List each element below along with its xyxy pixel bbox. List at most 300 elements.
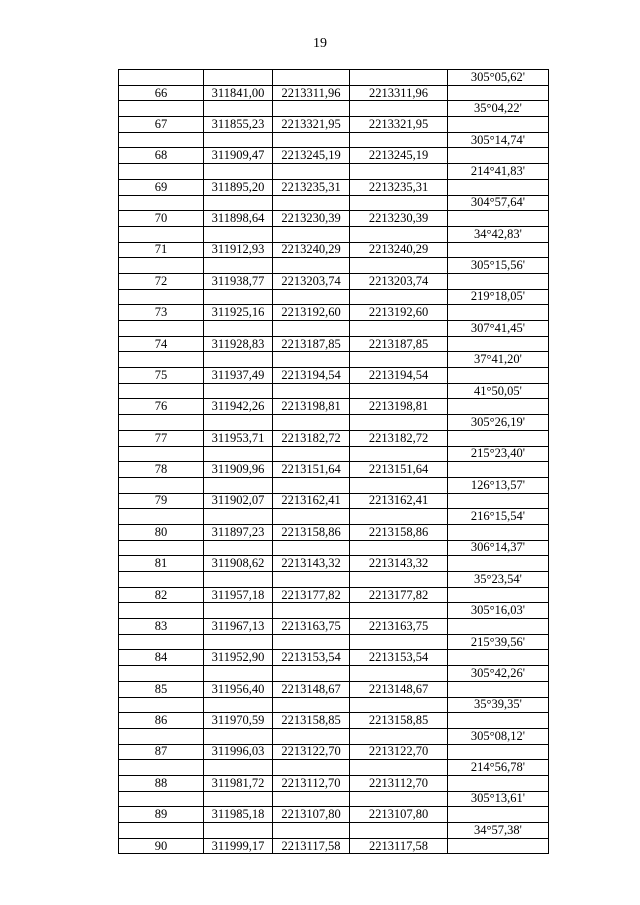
point-row (119, 179, 549, 195)
direction-angle-cell: 305°05,62' (448, 70, 549, 86)
y-duplicate-empty-cell (350, 132, 448, 148)
x-coordinate-cell: 311909,96 (204, 462, 273, 478)
point-row (119, 681, 549, 697)
point-number-cell: 75 (119, 368, 204, 384)
number-empty-cell (119, 666, 204, 682)
direction-angle-cell: 215°23,40' (448, 446, 549, 462)
direction-angle-cell: 305°13,61' (448, 791, 549, 807)
x-coordinate-cell: 311937,49 (204, 368, 273, 384)
x-empty-cell (204, 70, 273, 86)
y-duplicate-empty-cell (350, 415, 448, 431)
x-coordinate-cell: 311925,16 (204, 305, 273, 321)
angle-row (119, 258, 549, 274)
angle-row (119, 70, 549, 86)
y-duplicate-empty-cell (350, 666, 448, 682)
y-coordinate-cell: 2213187,85 (273, 336, 350, 352)
direction-angle-cell: 306°14,37' (448, 540, 549, 556)
angle-row (119, 791, 549, 807)
y-empty-cell (273, 101, 350, 117)
x-empty-cell (204, 760, 273, 776)
direction-angle-cell: 305°08,12' (448, 728, 549, 744)
x-coordinate-cell: 311956,40 (204, 681, 273, 697)
direction-angle-cell: 219°18,05' (448, 289, 549, 305)
y-coordinate-duplicate-cell: 2213192,60 (350, 305, 448, 321)
point-row (119, 587, 549, 603)
table-body (119, 70, 549, 854)
x-coordinate-cell: 311841,00 (204, 85, 273, 101)
angle-empty-cell (448, 117, 549, 133)
point-row (119, 148, 549, 164)
x-coordinate-cell: 311897,23 (204, 524, 273, 540)
number-empty-cell (119, 634, 204, 650)
x-empty-cell (204, 383, 273, 399)
angle-empty-cell (448, 619, 549, 635)
angle-empty-cell (448, 775, 549, 791)
y-coordinate-cell: 2213194,54 (273, 368, 350, 384)
y-duplicate-empty-cell (350, 477, 448, 493)
y-empty-cell (273, 540, 350, 556)
direction-angle-cell: 215°39,56' (448, 634, 549, 650)
angle-row (119, 352, 549, 368)
point-row (119, 650, 549, 666)
y-empty-cell (273, 666, 350, 682)
y-coordinate-duplicate-cell: 2213112,70 (350, 775, 448, 791)
point-number-cell: 76 (119, 399, 204, 415)
angle-empty-cell (448, 399, 549, 415)
point-number-cell: 72 (119, 273, 204, 289)
angle-row (119, 509, 549, 525)
number-empty-cell (119, 509, 204, 525)
point-number-cell: 85 (119, 681, 204, 697)
y-coordinate-duplicate-cell: 2213122,70 (350, 744, 448, 760)
y-coordinate-cell: 2213158,86 (273, 524, 350, 540)
point-number-cell: 78 (119, 462, 204, 478)
number-empty-cell (119, 415, 204, 431)
angle-empty-cell (448, 368, 549, 384)
x-coordinate-cell: 311967,13 (204, 619, 273, 635)
point-number-cell: 68 (119, 148, 204, 164)
angle-row (119, 101, 549, 117)
point-row (119, 493, 549, 509)
x-coordinate-cell: 311981,72 (204, 775, 273, 791)
point-row (119, 713, 549, 729)
y-empty-cell (273, 603, 350, 619)
x-empty-cell (204, 415, 273, 431)
point-number-cell: 86 (119, 713, 204, 729)
y-duplicate-empty-cell (350, 697, 448, 713)
y-duplicate-empty-cell (350, 383, 448, 399)
y-coordinate-cell: 2213321,95 (273, 117, 350, 133)
x-empty-cell (204, 164, 273, 180)
angle-empty-cell (448, 211, 549, 227)
direction-angle-cell: 305°15,56' (448, 258, 549, 274)
angle-empty-cell (448, 713, 549, 729)
y-empty-cell (273, 226, 350, 242)
point-row (119, 117, 549, 133)
point-number-cell: 82 (119, 587, 204, 603)
y-duplicate-empty-cell (350, 352, 448, 368)
y-coordinate-duplicate-cell: 2213148,67 (350, 681, 448, 697)
x-empty-cell (204, 101, 273, 117)
x-empty-cell (204, 258, 273, 274)
number-empty-cell (119, 540, 204, 556)
angle-empty-cell (448, 556, 549, 572)
number-empty-cell (119, 352, 204, 368)
point-number-cell: 67 (119, 117, 204, 133)
y-duplicate-empty-cell (350, 321, 448, 337)
y-coordinate-cell: 2213203,74 (273, 273, 350, 289)
angle-empty-cell (448, 85, 549, 101)
y-duplicate-empty-cell (350, 572, 448, 588)
direction-angle-cell: 37°41,20' (448, 352, 549, 368)
y-coordinate-cell: 2213148,67 (273, 681, 350, 697)
direction-angle-cell: 214°41,83' (448, 164, 549, 180)
point-number-cell: 79 (119, 493, 204, 509)
number-empty-cell (119, 226, 204, 242)
y-coordinate-cell: 2213153,54 (273, 650, 350, 666)
y-duplicate-empty-cell (350, 70, 448, 86)
x-empty-cell (204, 823, 273, 839)
number-empty-cell (119, 101, 204, 117)
x-coordinate-cell: 311970,59 (204, 713, 273, 729)
x-empty-cell (204, 321, 273, 337)
y-duplicate-empty-cell (350, 195, 448, 211)
y-empty-cell (273, 258, 350, 274)
point-row (119, 744, 549, 760)
angle-row (119, 289, 549, 305)
y-coordinate-cell: 2213245,19 (273, 148, 350, 164)
number-empty-cell (119, 728, 204, 744)
y-empty-cell (273, 446, 350, 462)
number-empty-cell (119, 572, 204, 588)
point-number-cell: 77 (119, 430, 204, 446)
number-empty-cell (119, 195, 204, 211)
angle-empty-cell (448, 838, 549, 854)
x-coordinate-cell: 311957,18 (204, 587, 273, 603)
angle-empty-cell (448, 242, 549, 258)
y-coordinate-duplicate-cell: 2213107,80 (350, 807, 448, 823)
number-empty-cell (119, 164, 204, 180)
number-empty-cell (119, 697, 204, 713)
y-coordinate-cell: 2213162,41 (273, 493, 350, 509)
y-coordinate-cell: 2213182,72 (273, 430, 350, 446)
angle-row (119, 321, 549, 337)
direction-angle-cell: 214°56,78' (448, 760, 549, 776)
angle-empty-cell (448, 148, 549, 164)
y-coordinate-cell: 2213112,70 (273, 775, 350, 791)
point-number-cell: 80 (119, 524, 204, 540)
y-coordinate-duplicate-cell: 2213245,19 (350, 148, 448, 164)
angle-row (119, 572, 549, 588)
angle-row (119, 823, 549, 839)
point-row (119, 273, 549, 289)
y-coordinate-duplicate-cell: 2213162,41 (350, 493, 448, 509)
y-coordinate-duplicate-cell: 2213177,82 (350, 587, 448, 603)
angle-row (119, 132, 549, 148)
direction-angle-cell: 35°39,35' (448, 697, 549, 713)
angle-empty-cell (448, 493, 549, 509)
y-empty-cell (273, 415, 350, 431)
point-number-cell: 69 (119, 179, 204, 195)
point-row (119, 85, 549, 101)
direction-angle-cell: 305°26,19' (448, 415, 549, 431)
angle-row (119, 446, 549, 462)
y-coordinate-duplicate-cell: 2213230,39 (350, 211, 448, 227)
x-coordinate-cell: 311942,26 (204, 399, 273, 415)
x-coordinate-cell: 311938,77 (204, 273, 273, 289)
number-empty-cell (119, 477, 204, 493)
point-row (119, 556, 549, 572)
y-duplicate-empty-cell (350, 258, 448, 274)
y-coordinate-cell: 2213198,81 (273, 399, 350, 415)
number-empty-cell (119, 446, 204, 462)
y-duplicate-empty-cell (350, 226, 448, 242)
direction-angle-cell: 34°57,38' (448, 823, 549, 839)
x-coordinate-cell: 311855,23 (204, 117, 273, 133)
x-empty-cell (204, 289, 273, 305)
x-coordinate-cell: 311908,62 (204, 556, 273, 572)
x-coordinate-cell: 311928,83 (204, 336, 273, 352)
y-coordinate-duplicate-cell: 2213117,58 (350, 838, 448, 854)
number-empty-cell (119, 289, 204, 305)
direction-angle-cell: 305°14,74' (448, 132, 549, 148)
direction-angle-cell: 41°50,05' (448, 383, 549, 399)
x-coordinate-cell: 311898,64 (204, 211, 273, 227)
point-row (119, 430, 549, 446)
y-coordinate-duplicate-cell: 2213311,96 (350, 85, 448, 101)
angle-row (119, 540, 549, 556)
x-coordinate-cell: 311999,17 (204, 838, 273, 854)
y-empty-cell (273, 321, 350, 337)
direction-angle-cell: 305°42,26' (448, 666, 549, 682)
x-coordinate-cell: 311912,93 (204, 242, 273, 258)
number-empty-cell (119, 823, 204, 839)
angle-row (119, 728, 549, 744)
x-coordinate-cell: 311985,18 (204, 807, 273, 823)
point-number-cell: 83 (119, 619, 204, 635)
angle-empty-cell (448, 462, 549, 478)
direction-angle-cell: 307°41,45' (448, 321, 549, 337)
direction-angle-cell: 34°42,83' (448, 226, 549, 242)
y-duplicate-empty-cell (350, 791, 448, 807)
point-number-cell: 87 (119, 744, 204, 760)
angle-row (119, 195, 549, 211)
x-coordinate-cell: 311895,20 (204, 179, 273, 195)
x-empty-cell (204, 666, 273, 682)
y-duplicate-empty-cell (350, 101, 448, 117)
x-coordinate-cell: 311996,03 (204, 744, 273, 760)
y-coordinate-cell: 2213117,58 (273, 838, 350, 854)
y-coordinate-duplicate-cell: 2213151,64 (350, 462, 448, 478)
number-empty-cell (119, 383, 204, 399)
y-coordinate-duplicate-cell: 2213240,29 (350, 242, 448, 258)
y-coordinate-cell: 2213107,80 (273, 807, 350, 823)
y-coordinate-cell: 2213230,39 (273, 211, 350, 227)
y-coordinate-duplicate-cell: 2213203,74 (350, 273, 448, 289)
angle-row (119, 226, 549, 242)
x-empty-cell (204, 352, 273, 368)
y-empty-cell (273, 70, 350, 86)
point-number-cell: 88 (119, 775, 204, 791)
y-coordinate-cell: 2213311,96 (273, 85, 350, 101)
point-row (119, 336, 549, 352)
y-coordinate-duplicate-cell: 2213182,72 (350, 430, 448, 446)
y-empty-cell (273, 760, 350, 776)
point-number-cell: 90 (119, 838, 204, 854)
angle-empty-cell (448, 179, 549, 195)
angle-empty-cell (448, 305, 549, 321)
point-row (119, 619, 549, 635)
y-coordinate-duplicate-cell: 2213235,31 (350, 179, 448, 195)
x-empty-cell (204, 603, 273, 619)
direction-angle-cell: 126°13,57' (448, 477, 549, 493)
point-number-cell: 89 (119, 807, 204, 823)
x-coordinate-cell: 311909,47 (204, 148, 273, 164)
x-empty-cell (204, 477, 273, 493)
point-number-cell: 81 (119, 556, 204, 572)
y-duplicate-empty-cell (350, 289, 448, 305)
x-empty-cell (204, 540, 273, 556)
number-empty-cell (119, 132, 204, 148)
y-coordinate-cell: 2213163,75 (273, 619, 350, 635)
point-row (119, 399, 549, 415)
y-duplicate-empty-cell (350, 509, 448, 525)
direction-angle-cell: 35°04,22' (448, 101, 549, 117)
angle-row (119, 697, 549, 713)
angle-row (119, 477, 549, 493)
angle-empty-cell (448, 650, 549, 666)
y-coordinate-cell: 2213192,60 (273, 305, 350, 321)
number-empty-cell (119, 791, 204, 807)
y-empty-cell (273, 289, 350, 305)
angle-empty-cell (448, 336, 549, 352)
y-coordinate-cell: 2213235,31 (273, 179, 350, 195)
number-empty-cell (119, 321, 204, 337)
y-duplicate-empty-cell (350, 823, 448, 839)
y-coordinate-cell: 2213151,64 (273, 462, 350, 478)
y-empty-cell (273, 352, 350, 368)
x-empty-cell (204, 728, 273, 744)
angle-row (119, 603, 549, 619)
angle-row (119, 666, 549, 682)
x-empty-cell (204, 446, 273, 462)
point-row (119, 305, 549, 321)
y-empty-cell (273, 697, 350, 713)
y-duplicate-empty-cell (350, 760, 448, 776)
angle-empty-cell (448, 807, 549, 823)
point-row (119, 368, 549, 384)
y-empty-cell (273, 823, 350, 839)
y-coordinate-duplicate-cell: 2213321,95 (350, 117, 448, 133)
point-number-cell: 71 (119, 242, 204, 258)
y-coordinate-cell: 2213177,82 (273, 587, 350, 603)
number-empty-cell (119, 603, 204, 619)
y-empty-cell (273, 509, 350, 525)
y-empty-cell (273, 164, 350, 180)
point-number-cell: 84 (119, 650, 204, 666)
coordinates-table (118, 69, 549, 854)
number-empty-cell (119, 258, 204, 274)
point-row (119, 242, 549, 258)
y-coordinate-duplicate-cell: 2213187,85 (350, 336, 448, 352)
y-coordinate-cell: 2213122,70 (273, 744, 350, 760)
angle-row (119, 760, 549, 776)
y-coordinate-duplicate-cell: 2213153,54 (350, 650, 448, 666)
angle-empty-cell (448, 273, 549, 289)
page-number: 19 (313, 36, 327, 51)
angle-row (119, 634, 549, 650)
x-coordinate-cell: 311953,71 (204, 430, 273, 446)
point-number-cell: 74 (119, 336, 204, 352)
point-number-cell: 73 (119, 305, 204, 321)
x-empty-cell (204, 791, 273, 807)
y-coordinate-cell: 2213158,85 (273, 713, 350, 729)
y-duplicate-empty-cell (350, 603, 448, 619)
y-empty-cell (273, 132, 350, 148)
point-row (119, 775, 549, 791)
number-empty-cell (119, 760, 204, 776)
y-empty-cell (273, 728, 350, 744)
y-duplicate-empty-cell (350, 540, 448, 556)
y-empty-cell (273, 477, 350, 493)
direction-angle-cell: 35°23,54' (448, 572, 549, 588)
y-duplicate-empty-cell (350, 446, 448, 462)
y-coordinate-cell: 2213240,29 (273, 242, 350, 258)
angle-empty-cell (448, 430, 549, 446)
x-empty-cell (204, 226, 273, 242)
point-number-cell: 70 (119, 211, 204, 227)
angle-empty-cell (448, 744, 549, 760)
y-coordinate-cell: 2213143,32 (273, 556, 350, 572)
angle-empty-cell (448, 587, 549, 603)
point-number-cell: 66 (119, 85, 204, 101)
x-empty-cell (204, 634, 273, 650)
direction-angle-cell: 304°57,64' (448, 195, 549, 211)
y-empty-cell (273, 572, 350, 588)
y-duplicate-empty-cell (350, 634, 448, 650)
point-row (119, 462, 549, 478)
x-coordinate-cell: 311952,90 (204, 650, 273, 666)
x-empty-cell (204, 132, 273, 148)
x-empty-cell (204, 195, 273, 211)
point-row (119, 211, 549, 227)
y-duplicate-empty-cell (350, 728, 448, 744)
direction-angle-cell: 216°15,54' (448, 509, 549, 525)
angle-row (119, 164, 549, 180)
y-coordinate-duplicate-cell: 2213198,81 (350, 399, 448, 415)
y-coordinate-duplicate-cell: 2213163,75 (350, 619, 448, 635)
y-empty-cell (273, 791, 350, 807)
y-coordinate-duplicate-cell: 2213143,32 (350, 556, 448, 572)
y-duplicate-empty-cell (350, 164, 448, 180)
y-empty-cell (273, 634, 350, 650)
y-coordinate-duplicate-cell: 2213158,86 (350, 524, 448, 540)
y-coordinate-duplicate-cell: 2213158,85 (350, 713, 448, 729)
y-coordinate-duplicate-cell: 2213194,54 (350, 368, 448, 384)
x-empty-cell (204, 697, 273, 713)
point-row (119, 838, 549, 854)
x-empty-cell (204, 572, 273, 588)
point-row (119, 524, 549, 540)
angle-row (119, 383, 549, 399)
angle-empty-cell (448, 681, 549, 697)
y-empty-cell (273, 383, 350, 399)
x-empty-cell (204, 509, 273, 525)
number-empty-cell (119, 70, 204, 86)
angle-row (119, 415, 549, 431)
x-coordinate-cell: 311902,07 (204, 493, 273, 509)
direction-angle-cell: 305°16,03' (448, 603, 549, 619)
